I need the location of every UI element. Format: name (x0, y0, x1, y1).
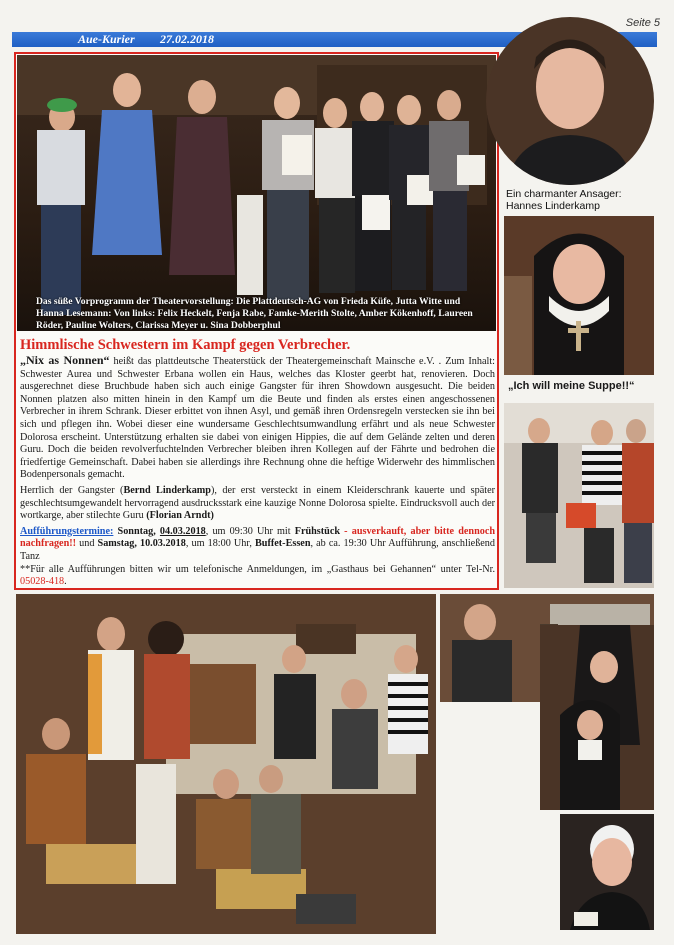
play-title: „Nix as Nonnen“ (20, 353, 110, 367)
p3-text-b: , um 09:30 Uhr mit (205, 525, 295, 537)
article-paragraph-2 (20, 485, 495, 523)
paper-name: Aue-Kurier (78, 32, 135, 46)
paragraph-1-text: heißt das plattdeutsche Theaterstück der Theatergemeinschaft Mainsche e.V. . Zum Inhalt: Schwester Aurea und Schwester Erbana wollen ein Haus, welches das Kloster geerbt hat, renovieren. Doch ausgerechnet diese Bruchbude haben sich auch einige Gangster für ihren Showdown ausgesucht. Die beiden Nonnen platzen also mitten hinein in den Kampf um die Beute und finden als erstes einen angeschossenen Verbrecher in ihrem Schrank. Dieser erbittet von ihnen Asyl, und gemäß ihren Ordensregeln verstecken sie ihn bei sich und pflegen ihn. Wobei dieser eine wundersame Geschlechtsumwandlung erfährt und als neue Schwester Dolorosa erscheint. Unterstützung erhalten sie dabei von einigen Hippies, die auf dem Gelände zelten und deren Guru. Doch die beiden revolverfuchtelnden Verbrecher bleiben ihren Kollegen auf der Fährte und bedrohen die friedfertige Gemeinschaft. Dabei haben sie allerdings ihre Rechnung ohne die heftige Widerwehr des himmlischen Bodenpersonals gemacht. (20, 356, 495, 481)
date-2: Samstag, 10.03.2018 (97, 538, 186, 550)
top-photo-caption: Das süße Vorprogramm der Theatervorstellung: Die Plattdeutsch-AG von Frieda Küfe, Jutta Witte und Hanna Lesemann: Von links: Felix Heckelt, Fenja Rabe, Famke-Merith Stolte, Amber Kökenhoff, Laureen Röder, Pauline Wolters, Clarissa Meyer u. Sina Dobberphul (36, 296, 473, 331)
article-headline: Himmlische Schwestern im Kampf gegen Verbrecher. (20, 337, 351, 353)
actor-name-1: Bernd Linderkamp (123, 484, 211, 496)
p4-text-end: . (64, 576, 67, 588)
p3-text-a: Sonntag, (113, 525, 160, 537)
woman-portrait-photo (560, 814, 654, 930)
scene-photo-right (504, 403, 654, 588)
p3-text-d: , um 18:00 Uhr, (185, 538, 256, 550)
p3-text-c: und (76, 538, 98, 550)
article-body (20, 354, 495, 589)
announcer-photo (486, 17, 654, 185)
article-paragraph-3 (20, 526, 495, 564)
p2-text-b: ), der erst versteckt in einem Kleiderschrank kauerte und später geschlechtsumgewandelt hervorragend ausdrucksstark eine kauzige Nonne Dolorosa spielte. Eindrucksvoll auch der wortkarge, aber stilechte Guru (20, 484, 495, 522)
sold-out-note: - ausverkauft, aber bitte dennoch nachfragen!! (20, 525, 496, 550)
page-number: Seite 5 (625, 17, 660, 29)
buffet-label: Buffet-Essen (255, 538, 311, 550)
nun-photo-caption: „Ich will meine Suppe!!“ (508, 380, 635, 392)
breakfast-label: Frühstück (294, 525, 341, 537)
article-paragraph-4 (20, 564, 495, 589)
date-1: 04.03.2018 (159, 525, 206, 537)
p4-text-a: **Für alle Aufführungen bitten wir um telefonische Anmeldungen, im „Gasthaus bei Gehannen“ unter Tel-Nr. (20, 563, 495, 575)
announcer-caption-line1: Ein charmanter Ansager: (506, 188, 622, 200)
p3-text-e: , ab ca. 19:30 Uhr Aufführung, anschließend Tanz (20, 538, 495, 562)
nun-photo (504, 216, 654, 375)
scene-photo-bottom (16, 594, 436, 934)
actor-name-2: (Florian Arndt) (146, 510, 214, 522)
announcer-caption-line2: Hannes Linderkamp (506, 200, 600, 212)
stage-photo-children (17, 55, 496, 331)
p2-text-a: Herrlich der Gangster ( (20, 484, 124, 496)
scene-photo-nuns (540, 625, 654, 810)
dates-label: Aufführungstermine: (20, 525, 114, 537)
phone-number: 05028-418 (20, 576, 65, 588)
issue-date: 27.02.2018 (160, 32, 214, 46)
article-paragraph-1 (20, 354, 495, 482)
